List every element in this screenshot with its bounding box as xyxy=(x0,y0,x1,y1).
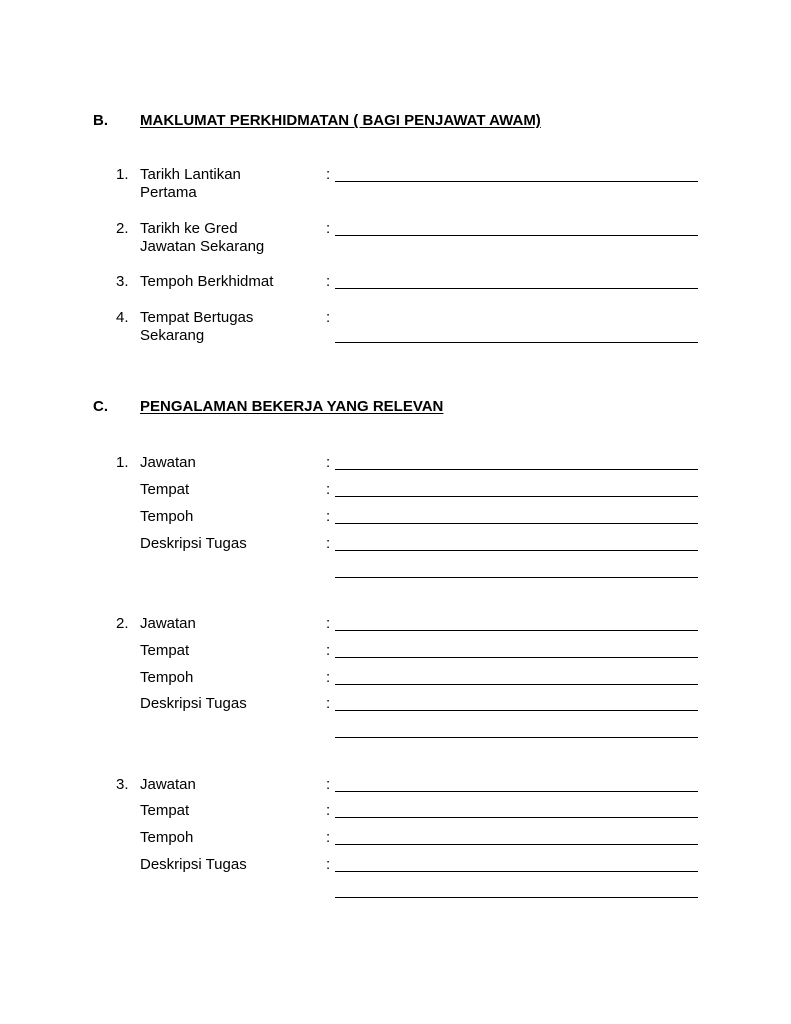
entry-2-tempoh-field[interactable] xyxy=(335,684,698,685)
tempoh-label: Tempoh xyxy=(140,508,194,525)
section-b-item-1-number: 1. xyxy=(116,166,129,183)
section-c-entry-1-number: 1. xyxy=(116,454,129,471)
tempoh-label: Tempoh xyxy=(140,829,194,846)
tempat-bertugas-sekarang-field[interactable] xyxy=(335,342,698,343)
entry-3-tempat-field[interactable] xyxy=(335,817,698,818)
colon: : xyxy=(326,535,331,552)
colon: : xyxy=(326,829,331,846)
colon: : xyxy=(326,220,331,237)
section-b-letter: B. xyxy=(93,112,108,129)
section-b-item-2-label-line2: Jawatan Sekarang xyxy=(140,238,265,255)
tempat-label: Tempat xyxy=(140,481,190,498)
entry-1-tempoh-field[interactable] xyxy=(335,523,698,524)
section-b-item-4-number: 4. xyxy=(116,309,129,326)
jawatan-label: Jawatan xyxy=(140,454,196,471)
entry-1-deskripsi-field[interactable] xyxy=(335,550,698,551)
section-b-item-2-number: 2. xyxy=(116,220,129,237)
section-b-item-4-label-line2: Sekarang xyxy=(140,327,205,344)
colon: : xyxy=(326,802,331,819)
colon: : xyxy=(326,669,331,686)
tempoh-label: Tempoh xyxy=(140,669,194,686)
entry-2-jawatan-field[interactable] xyxy=(335,630,698,631)
entry-1-deskripsi-field-line2[interactable] xyxy=(335,577,698,578)
entry-2-tempat-field[interactable] xyxy=(335,657,698,658)
entry-1-tempat-field[interactable] xyxy=(335,496,698,497)
colon: : xyxy=(326,273,331,290)
tarikh-lantikan-pertama-field[interactable] xyxy=(335,181,698,182)
entry-3-tempoh-field[interactable] xyxy=(335,844,698,845)
colon: : xyxy=(326,508,331,525)
colon: : xyxy=(326,481,331,498)
colon: : xyxy=(326,309,331,326)
colon: : xyxy=(326,776,331,793)
section-b-title: MAKLUMAT PERKHIDMATAN ( BAGI PENJAWAT AWAM) xyxy=(140,112,541,129)
colon: : xyxy=(326,856,331,873)
deskripsi-tugas-label: Deskripsi Tugas xyxy=(140,695,247,712)
entry-3-jawatan-field[interactable] xyxy=(335,791,698,792)
section-b-item-2-label-line1: Tarikh ke Gred xyxy=(140,220,238,237)
colon: : xyxy=(326,615,331,632)
section-c-entry-3-number: 3. xyxy=(116,776,129,793)
entry-2-deskripsi-field-line2[interactable] xyxy=(335,737,698,738)
tempat-label: Tempat xyxy=(140,642,190,659)
colon: : xyxy=(326,454,331,471)
entry-3-deskripsi-field-line2[interactable] xyxy=(335,897,698,898)
entry-1-jawatan-field[interactable] xyxy=(335,469,698,470)
section-c-title: PENGALAMAN BEKERJA YANG RELEVAN xyxy=(140,398,444,415)
tarikh-ke-gred-field[interactable] xyxy=(335,235,698,236)
section-b-item-1-label-line2: Pertama xyxy=(140,184,197,201)
deskripsi-tugas-label: Deskripsi Tugas xyxy=(140,535,247,552)
section-b-item-4-label-line1: Tempat Bertugas xyxy=(140,309,254,326)
deskripsi-tugas-label: Deskripsi Tugas xyxy=(140,856,247,873)
tempat-label: Tempat xyxy=(140,802,190,819)
colon: : xyxy=(326,695,331,712)
colon: : xyxy=(326,642,331,659)
section-b-item-3-label-line1: Tempoh Berkhidmat xyxy=(140,273,274,290)
jawatan-label: Jawatan xyxy=(140,615,196,632)
section-b-item-1-label-line1: Tarikh Lantikan xyxy=(140,166,241,183)
section-c-letter: C. xyxy=(93,398,108,415)
jawatan-label: Jawatan xyxy=(140,776,196,793)
tempoh-berkhidmat-field[interactable] xyxy=(335,288,698,289)
colon: : xyxy=(326,166,331,183)
entry-3-deskripsi-field[interactable] xyxy=(335,871,698,872)
section-b-item-3-number: 3. xyxy=(116,273,129,290)
entry-2-deskripsi-field[interactable] xyxy=(335,710,698,711)
section-c-entry-2-number: 2. xyxy=(116,615,129,632)
